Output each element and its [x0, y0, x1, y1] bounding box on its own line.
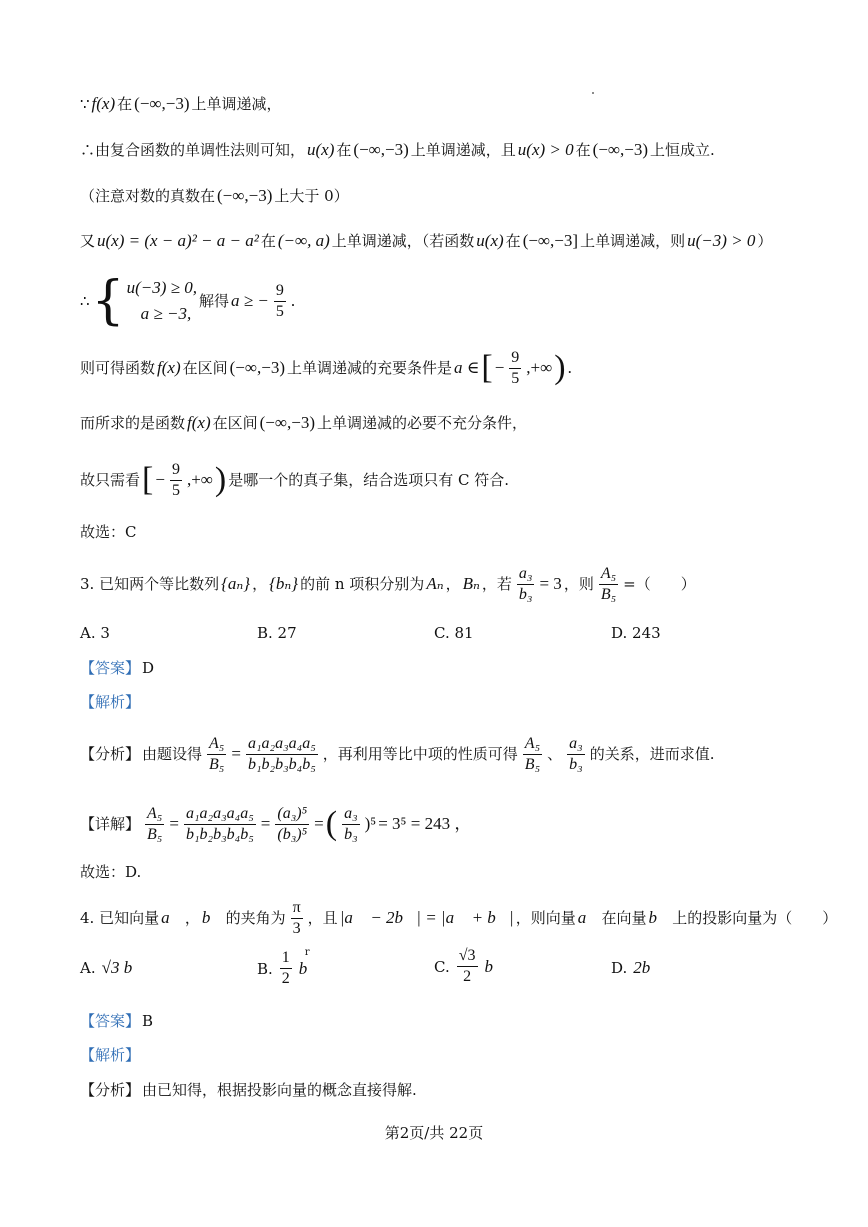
q4-fenxi	[80, 1080, 828, 1100]
denominator: B₅	[147, 825, 163, 843]
text: 的关系，进而求值.	[589, 745, 715, 763]
math-in: a ∈	[454, 358, 480, 377]
xiangjie-tag: 【详解】	[80, 815, 141, 833]
option-a: A. 3	[80, 624, 110, 642]
left-brace: {	[91, 271, 125, 331]
left-bracket: [	[142, 461, 154, 498]
fraction	[457, 946, 478, 987]
math-interval: (−∞,−3]	[522, 231, 579, 250]
q3-answer	[80, 658, 828, 678]
math-inf: ,+∞	[186, 470, 213, 489]
q3-stem	[80, 560, 828, 608]
text: 3. 已知两个等比数列	[80, 575, 220, 593]
text: 故只需看	[80, 471, 141, 489]
numerator: a₃	[342, 804, 360, 825]
text: ，则	[563, 575, 594, 593]
line-8	[80, 458, 828, 502]
math-An: Aₙ	[426, 574, 444, 593]
vector-letter: b	[298, 958, 308, 978]
math-vec-b: b⃗	[648, 908, 671, 927]
numerator: 9	[274, 281, 286, 302]
fraction	[207, 734, 226, 775]
math-eq: =	[314, 814, 324, 833]
case-row-2: a ≥ −3,	[140, 304, 192, 323]
fenxi-tag: 【分析】	[80, 1081, 141, 1099]
denominator: 2	[463, 968, 472, 985]
fenxi-tag: 【分析】	[80, 745, 141, 763]
numerator: a₁a₂a₃a₄a₅	[246, 734, 318, 755]
numerator: a₃	[517, 564, 535, 585]
q3-fenxi	[80, 730, 828, 778]
right-paren: )	[554, 349, 566, 386]
text: ，	[445, 575, 461, 593]
text: 在向量	[601, 909, 647, 927]
math-eq: =	[260, 814, 271, 833]
numerator: (a₃)⁵	[275, 804, 309, 825]
line-4	[80, 231, 828, 251]
math-seq-b: {bₙ}	[269, 574, 299, 593]
denominator: (b₃)⁵	[277, 825, 308, 843]
text: 上单调递减，	[191, 95, 282, 113]
numerator: 9	[509, 348, 521, 369]
option-c	[434, 946, 506, 987]
text: ）	[757, 232, 773, 250]
therefore-symbol: ∴	[80, 292, 90, 310]
math-interval: (−∞,−3)	[217, 186, 273, 205]
answer-choice: 故选：D.	[80, 863, 142, 881]
denominator: 5	[171, 481, 180, 499]
text: （注意对数的真数在	[80, 187, 216, 205]
option-a	[80, 958, 145, 978]
numerator: 9	[170, 460, 182, 481]
text: 又	[80, 232, 96, 250]
math-fx: f(x)	[91, 94, 116, 113]
math-ineq: u(−3) > 0	[687, 231, 756, 250]
text: ，则向量	[515, 909, 576, 927]
fraction	[184, 804, 256, 845]
vector-b: b⃗	[484, 956, 507, 976]
math-ineq: u(x) > 0	[517, 140, 574, 159]
text: 上单调递减的充要条件是	[287, 359, 453, 377]
q3-guxuan	[80, 862, 828, 882]
fraction	[145, 804, 164, 845]
text: 的夹角为	[225, 909, 286, 927]
fraction	[567, 734, 585, 775]
because-symbol: ∵	[80, 95, 90, 113]
option-c: C. 81	[434, 624, 474, 642]
text: 上单调递减，则	[580, 232, 686, 250]
q3-jiexi	[80, 692, 828, 712]
text: ，	[184, 909, 200, 927]
text: ∴由复合函数的单调性法则可知，	[80, 141, 306, 159]
math-ineq: a ≥ −	[231, 291, 269, 310]
option-b: B. 27	[257, 624, 297, 642]
text: 上恒成立.	[650, 141, 715, 159]
math-ux: u(x)	[307, 140, 335, 159]
option-value: 2b⃗	[633, 958, 664, 977]
text: 解得	[199, 292, 230, 310]
answer-choice: 故选：C	[80, 523, 137, 541]
text: ，若	[481, 575, 512, 593]
numerator: A₅	[523, 734, 542, 755]
fraction	[246, 734, 318, 775]
denominator: 5	[275, 302, 284, 320]
text: 上单调递减，（若函数	[331, 232, 475, 250]
math-vec-b: b⃗	[201, 908, 224, 927]
numerator: a₁a₂a₃a₄a₅	[184, 804, 256, 825]
minus: −	[155, 470, 165, 489]
option-d: D. 243	[611, 624, 661, 642]
math-inf: ,+∞	[526, 358, 553, 377]
text: 在区间	[182, 359, 228, 377]
answer-value: D	[142, 659, 155, 677]
math-ux: u(x)	[476, 231, 504, 250]
math-u-def: u(x) = (x − a)² − a − a²	[97, 231, 259, 250]
math-interval: (−∞,−3)	[134, 94, 190, 113]
answer-tag: 【答案】	[80, 1012, 141, 1030]
math-interval: (−∞,−3)	[229, 358, 285, 377]
denominator: b₃	[569, 755, 583, 773]
option-label: D.	[611, 959, 628, 977]
option-value: √3 b⃗	[101, 958, 146, 977]
text: ，再利用等比中项的性质可得	[322, 745, 518, 763]
math-interval: (−∞,−3)	[592, 140, 649, 159]
text: 上单调递减，且	[410, 141, 516, 159]
fraction	[291, 898, 303, 939]
denominator: b₁b₂b₃b₄b₅	[247, 755, 316, 773]
numerator: A₅	[599, 564, 618, 585]
denominator: b₁b₂b₃b₄b₅	[185, 825, 254, 843]
period: .	[567, 358, 572, 377]
fraction	[599, 564, 618, 605]
denominator: 3	[292, 919, 301, 937]
denominator: B₅	[524, 755, 541, 773]
text: 在	[117, 95, 133, 113]
math-eq: =	[231, 744, 241, 763]
denominator: B₅	[600, 585, 617, 603]
text: 4. 已知向量	[80, 909, 160, 927]
option-label: C.	[434, 957, 450, 976]
answer-value: B	[142, 1012, 154, 1030]
numerator: 1	[280, 948, 292, 969]
option-label: B.	[257, 959, 273, 978]
fraction	[275, 804, 309, 845]
math-eq: = 3	[539, 574, 562, 593]
math-vec-a: a⃗	[161, 908, 183, 927]
numerator: π	[291, 898, 303, 919]
text: 是哪一个的真子集，结合选项只有 C 符合.	[228, 471, 510, 489]
right-paren: )	[214, 461, 227, 498]
vector-b	[298, 946, 310, 979]
text: 上大于 0）	[274, 187, 349, 205]
left-paren: (	[325, 805, 338, 842]
fraction	[170, 460, 182, 501]
denominator: b₃	[344, 825, 358, 843]
left-bracket: [	[481, 349, 493, 386]
text: =（ ）	[623, 575, 696, 593]
cases-system	[91, 271, 198, 331]
option-b	[257, 946, 310, 989]
math-fx: f(x)	[187, 413, 211, 432]
text: 则可得函数	[80, 359, 156, 377]
q4-stem	[80, 896, 838, 940]
minus: −	[494, 358, 505, 377]
math-interval: (−∞,−3)	[353, 140, 409, 159]
text: 在	[505, 232, 521, 250]
fraction	[523, 734, 542, 775]
denominator: b₃	[518, 585, 533, 603]
math-vec-a: a⃗	[577, 908, 600, 927]
fraction	[280, 948, 292, 989]
math-seq-a: {aₙ}	[221, 574, 251, 593]
math-Bn: Bₙ	[462, 574, 480, 593]
math-result: = 3⁵ = 243 ，	[378, 814, 472, 833]
math-interval: (−∞, a)	[277, 231, 330, 250]
line-2	[80, 140, 828, 160]
analysis-tag: 【解析】	[80, 1046, 141, 1064]
denominator: 5	[511, 369, 520, 387]
numerator: a₃	[567, 734, 585, 755]
text: 在区间	[212, 414, 258, 432]
line-6	[80, 346, 828, 390]
fraction	[274, 281, 286, 322]
option-label: A.	[80, 959, 96, 977]
denominator: 2	[281, 970, 290, 987]
fraction	[509, 348, 521, 389]
page-footer: 第2页/共 22页	[384, 1124, 484, 1142]
numerator: √3	[457, 946, 478, 967]
q3-xiangjie	[80, 796, 828, 852]
math-interval: (−∞,−3)	[259, 413, 315, 432]
answer-tag: 【答案】	[80, 659, 141, 677]
numerator: A₅	[145, 804, 164, 825]
analysis-tag: 【解析】	[80, 693, 141, 711]
line-3	[80, 186, 828, 206]
line-7	[80, 413, 828, 433]
option-d	[611, 958, 664, 978]
math-fx: f(x)	[157, 358, 181, 377]
line-5	[80, 271, 828, 331]
math-eq: =	[169, 814, 179, 833]
text: 由题设得	[142, 745, 203, 763]
text: 在	[575, 141, 591, 159]
math-abs-eq: |a⃗ − 2b⃗| = |a⃗ + b⃗|	[339, 908, 514, 927]
right-paren-power: )⁵	[364, 814, 377, 833]
text: 上的投影向量为（ ）	[672, 909, 838, 927]
line-9	[80, 522, 828, 542]
text: 由已知得，根据投影向量的概念直接得解.	[142, 1081, 417, 1099]
period: .	[290, 291, 296, 310]
q4-jiexi	[80, 1045, 828, 1065]
line-1	[80, 94, 828, 114]
case-row-1: u(−3) ≥ 0,	[126, 278, 198, 297]
text: 而所求的是函数	[80, 414, 186, 432]
q4-answer	[80, 1011, 828, 1031]
numerator: A₅	[207, 734, 226, 755]
text: 在	[260, 232, 276, 250]
fraction	[342, 804, 360, 845]
text: ，	[252, 575, 268, 593]
vector-mark: r	[304, 946, 310, 958]
text: 的前 n 项积分别为	[300, 575, 425, 593]
text: 上单调递减的必要不充分条件，	[317, 414, 528, 432]
text: 在	[336, 141, 352, 159]
fraction	[517, 564, 535, 605]
text: 、	[547, 745, 563, 763]
denominator: B₅	[209, 755, 225, 773]
text: ，且	[307, 909, 338, 927]
